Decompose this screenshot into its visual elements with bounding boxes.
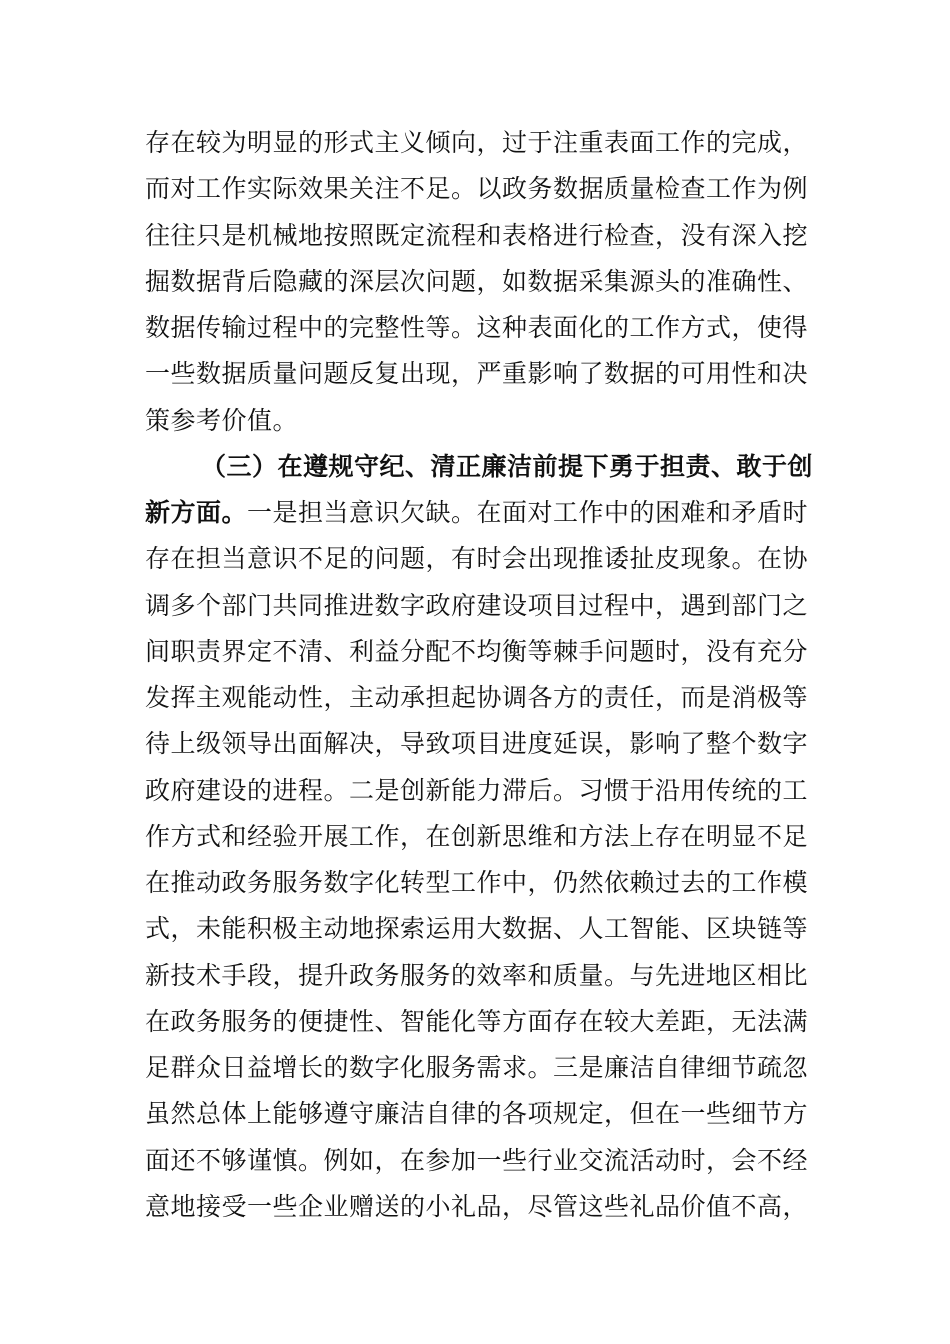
paragraph-line: 政府建设的进程。二是创新能力滞后。习惯于沿用传统的工 — [145, 775, 809, 805]
paragraph-line: 在政务服务的便捷性、智能化等方面存在较大差距，无法满 — [145, 1006, 809, 1036]
paragraph-line: 式，未能积极主动地探索运用大数据、人工智能、区块链等 — [145, 914, 809, 944]
paragraph-line: 待上级领导出面解决，导致项目进度延误，影响了整个数字 — [145, 729, 809, 759]
paragraph-line: 新技术手段，提升政务服务的效率和质量。与先进地区相比 — [145, 960, 809, 990]
paragraph-line: 虽然总体上能够遵守廉洁自律的各项规定，但在一些细节方 — [145, 1099, 809, 1129]
paragraph-line: 存在较为明显的形式主义倾向，过于注重表面工作的完成， — [145, 128, 809, 157]
paragraph-line: 足群众日益增长的数字化服务需求。三是廉洁自律细节疏忽 — [145, 1053, 809, 1082]
paragraph-line: 存在担当意识不足的问题，有时会出现推诿扯皮现象。在协 — [145, 544, 809, 574]
paragraph-line: 间职责界定不清、利益分配不均衡等棘手问题时，没有充分 — [145, 636, 809, 666]
paragraph-line: 发挥主观能动性，主动承担起协调各方的责任，而是消极等 — [145, 683, 809, 712]
paragraph-line: 面还不够谨慎。例如，在参加一些行业交流活动时，会不经 — [145, 1145, 809, 1175]
paragraph-line: 策参考价值。 — [145, 405, 299, 435]
paragraph-line: 调多个部门共同推进数字政府建设项目过程中，遇到部门之 — [145, 590, 809, 620]
heading-continuation-line — [145, 490, 815, 536]
section-heading-end: 新方面。 — [145, 498, 248, 527]
paragraph-line: 掘数据背后隐藏的深层次问题，如数据采集源头的准确性、 — [145, 266, 809, 296]
body-text — [145, 120, 815, 1230]
paragraph-text: 一是担当意识欠缺。在面对工作中的困难和矛盾时 — [247, 498, 809, 527]
paragraph-line: 数据传输过程中的完整性等。这种表面化的工作方式，使得 — [145, 313, 809, 342]
paragraph-line: 在推动政务服务数字化转型工作中，仍然依赖过去的工作模 — [145, 868, 809, 897]
paragraph-line: 作方式和经验开展工作，在创新思维和方法上存在明显不足 — [145, 821, 809, 851]
paragraph-line: 往往只是机械地按照既定流程和表格进行检查，没有深入挖 — [145, 220, 809, 250]
section-heading: （三）在遵规守纪、清正廉洁前提下勇于担责、敢于创 — [201, 451, 814, 481]
paragraph-line: 意地接受一些企业赠送的小礼品，尽管这些礼品价值不高， — [145, 1191, 809, 1221]
paragraph-line: 而对工作实际效果关注不足。以政务数据质量检查工作为例 — [145, 174, 809, 204]
paragraph-line: 一些数据质量问题反复出现，严重影响了数据的可用性和决 — [145, 359, 809, 389]
